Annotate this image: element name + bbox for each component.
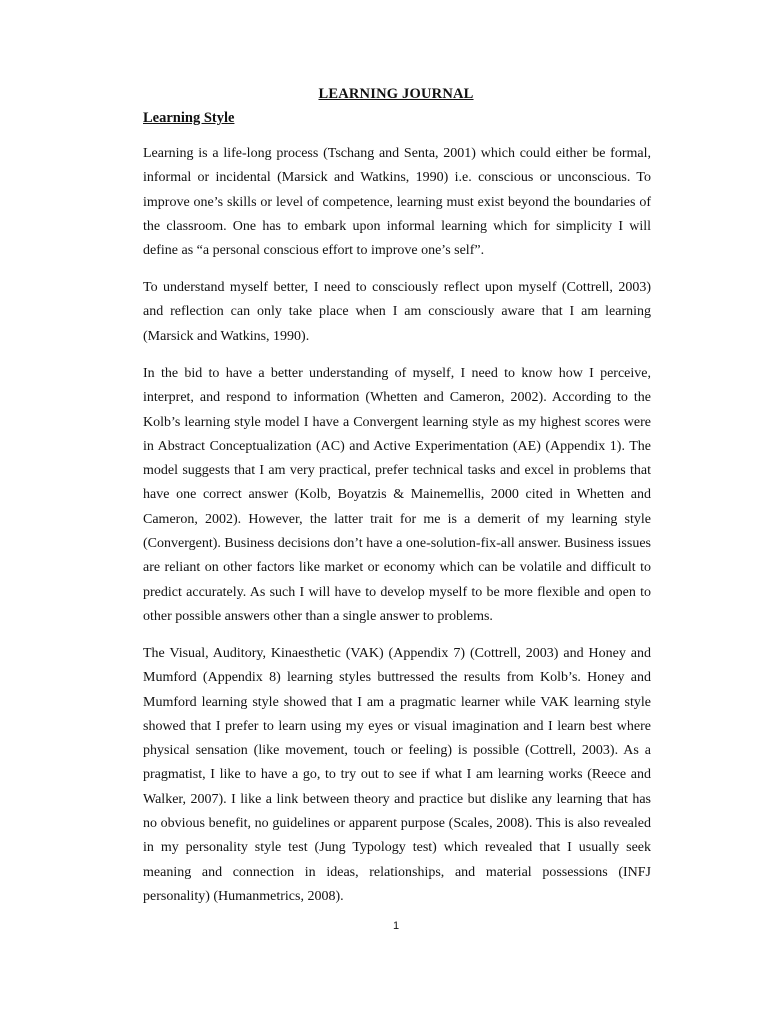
paragraph: To understand myself better, I need to consciously reflect upon myself (Cottrell, 2003) and reflection can only take place when I am consciously aware that I am learning (Marsick and Watkins, 1990). (143, 280, 651, 344)
document-title: LEARNING JOURNAL (318, 86, 474, 102)
paragraph: Learning is a life-long process (Tschang and Senta, 2001) which could either be formal, informal or incidental (Marsick and Watkins, 1990) i.e. conscious or unconscious. To improve one’s skills or level of competence, learning must exist beyond the boundaries of the classroom. One has to embark upon informal learning which for simplicity I will define as “a personal conscious effort to improve one’s self”. (143, 146, 651, 259)
section-heading: Learning Style (143, 110, 235, 126)
paragraph: The Visual, Auditory, Kinaesthetic (VAK) (Appendix 7) (Cottrell, 2003) and Honey and Mumford (Appendix 8) learning styles buttressed the results from Kolb’s. Honey and Mumford learning style showed that I am a pragmatic learner while VAK learning style showed that I prefer to learn using my eyes or visual imagination and I learn best where physical sensation (like movement, touch or feeling) is possible (Cottrell, 2003). As a pragmatist, I like to have a go, to try out to see if what I am learning works (Reece and Walker, 2007). I like a link between theory and practice but dislike any learning that has no obvious benefit, no guidelines or apparent purpose (Scales, 2008). This is also revealed in my personality style test (Jung Typology test) which revealed that I usually seek meaning and connection in ideas, relationships, and material possessions (INFJ personality) (Humanmetrics, 2008). (143, 646, 651, 904)
paragraph: In the bid to have a better understanding of myself, I need to know how I perceive, interpret, and respond to information (Whetten and Cameron, 2002). According to the Kolb’s learning style model I have a Convergent learning style as my highest scores were in Abstract Conceptualization (AC) and Active Experimentation (AE) (Appendix 1). The model suggests that I am very practical, prefer technical tasks and excel in problems that have one correct answer (Kolb, Boyatzis & Mainemellis, 2000 cited in Whetten and Cameron, 2002). However, the latter trait for me is a demerit of my learning style (Convergent). Business decisions don’t have a one-solution-fix-all answer. Business issues are reliant on other factors like market or economy which can be volatile and difficult to predict accurately. As such I will have to develop myself to be more flexible and open to other possible answers other than a single answer to problems. (143, 366, 651, 624)
page-number: 1 (392, 920, 400, 932)
